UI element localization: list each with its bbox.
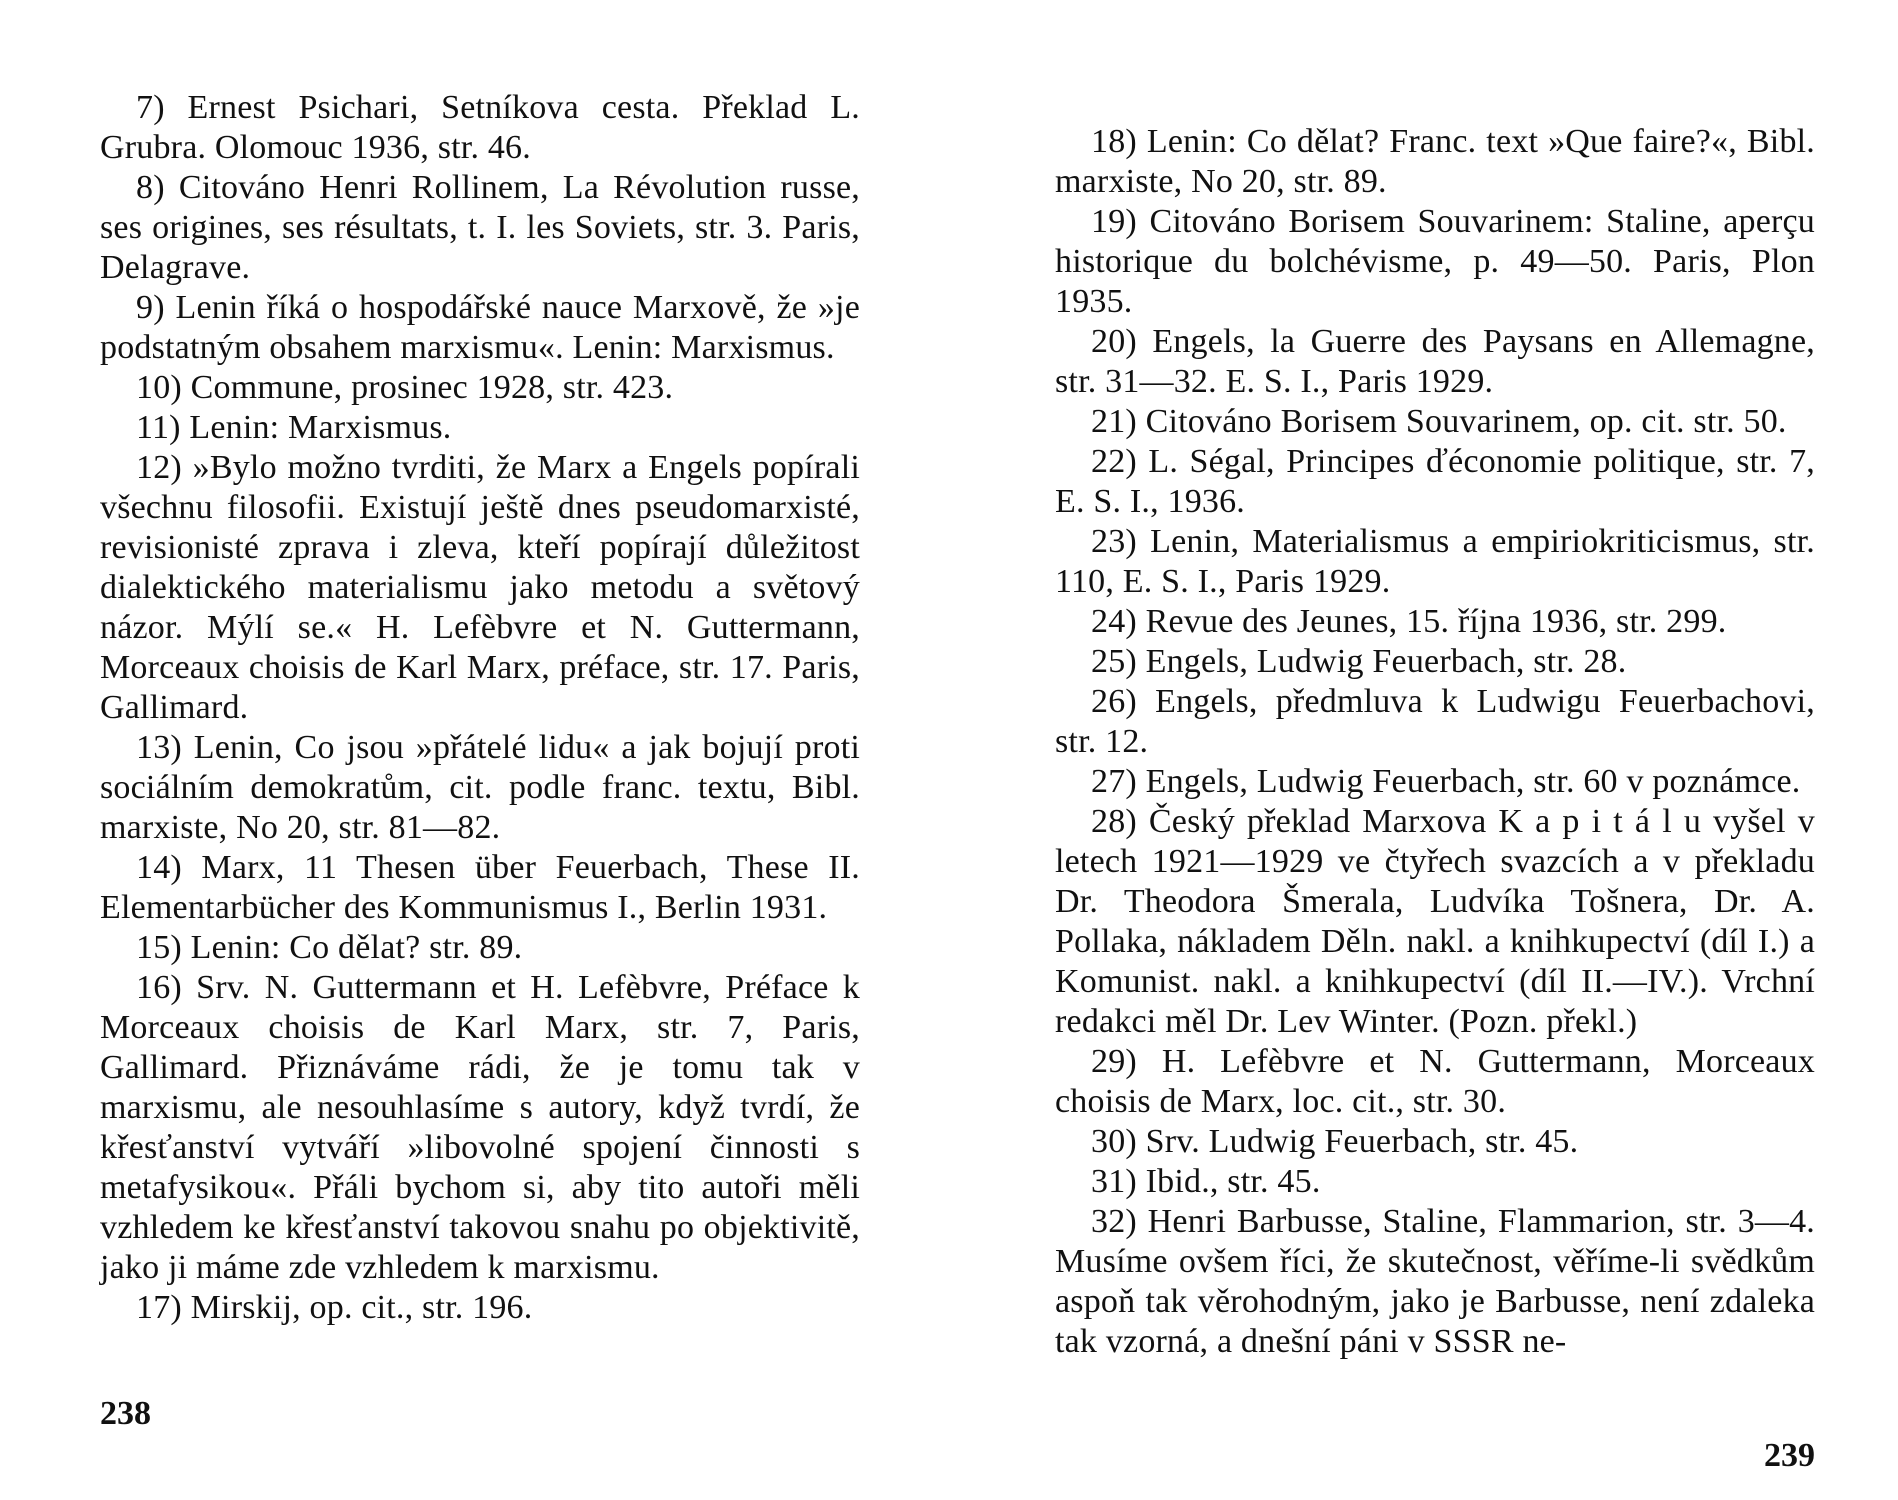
footnote-20: 20) Engels, la Guerre des Paysans en Allemagne, str. 31—32. E. S. I., Paris 1929.: [1055, 323, 1815, 400]
footnote-16: 16) Srv. N. Guttermann et H. Lefèbvre, Préface k Morceaux choisis de Karl Marx, str. 7, Paris, Gallimard. Přiznáváme rádi, že je tomu tak v marxismu, ale nesouhlasíme s autory, když tvrdí, že křesťanství vytváří »libovolné spojení činnosti s metafysikou«. Přáli bychom si, aby tito autoři měli vzhledem ke křesťanství takovou snahu po objektivitě, jako ji máme zde vzhledem k marxismu.: [100, 969, 860, 1286]
footnote-21: 21) Citováno Borisem Souvarinem, op. cit. str. 50.: [1091, 403, 1787, 440]
footnote-9: 9) Lenin říká o hospodářské nauce Marxově, že »je podstatným obsahem marxismu«. Lenin: Marxismus.: [100, 289, 860, 366]
footnote-17: 17) Mirskij, op. cit., str. 196.: [136, 1289, 533, 1326]
footnote-27: 27) Engels, Ludwig Feuerbach, str. 60 v poznámce.: [1091, 763, 1801, 800]
footnote-22: 22) L. Ségal, Principes ďéconomie politique, str. 7, E. S. I., 1936.: [1055, 443, 1815, 520]
footnote-31: 31) Ibid., str. 45.: [1091, 1163, 1321, 1200]
footnote-19: 19) Citováno Borisem Souvarinem: Staline, aperçu historique du bolchévisme, p. 49—50. Paris, Plon 1935.: [1055, 203, 1815, 320]
left-page: [100, 0, 860, 1500]
footnote-32: 32) Henri Barbusse, Staline, Flammarion, str. 3—4. Musíme ovšem říci, že skutečnost, věříme-li svědkům aspoň tak věrohodným, jako je Barbusse, není zdaleka tak vzorná, a dnešní páni v SSSR ne-: [1055, 1203, 1815, 1360]
footnote-15: 15) Lenin: Co dělat? str. 89.: [136, 929, 523, 966]
footnote-8: 8) Citováno Henri Rollinem, La Révolution russe, ses origines, ses résultats, t. I. les Soviets, str. 3. Paris, Delagrave.: [100, 169, 860, 286]
footnote-24: 24) Revue des Jeunes, 15. října 1936, str. 299.: [1091, 603, 1727, 640]
footnote-13: 13) Lenin, Co jsou »přátelé lidu« a jak bojují proti sociálním demokratům, cit. podle franc. textu, Bibl. marxiste, No 20, str. 81—82.: [100, 729, 860, 846]
left-notes-list: [100, 88, 860, 1328]
footnote-30: 30) Srv. Ludwig Feuerbach, str. 45.: [1091, 1123, 1579, 1160]
right-notes-list: [1055, 122, 1815, 1362]
footnote-23: 23) Lenin, Materialismus a empiriokriticismus, str. 110, E. S. I., Paris 1929.: [1055, 523, 1815, 600]
footnote-7: 7) Ernest Psichari, Setníkova cesta. Překlad L. Grubra. Olomouc 1936, str. 46.: [100, 89, 860, 166]
footnote-10: 10) Commune, prosinec 1928, str. 423.: [136, 369, 674, 406]
footnote-18: 18) Lenin: Co dělat? Franc. text »Que faire?«, Bibl. marxiste, No 20, str. 89.: [1055, 123, 1815, 200]
footnote-29: 29) H. Lefèbvre et N. Guttermann, Morceaux choisis de Marx, loc. cit., str. 30.: [1055, 1043, 1815, 1120]
footnote-12: 12) »Bylo možno tvrditi, že Marx a Engels popírali všechnu filosofii. Existují ještě dnes pseudomarxisté, revisionisté zprava i zleva, kteří popírají důležitost dialektického materialismu jako metodu a světový názor. Mýlí se.« H. Lefèbvre et N. Guttermann, Morceaux choisis de Karl Marx, préface, str. 17. Paris, Gallimard.: [100, 449, 860, 726]
footnote-25: 25) Engels, Ludwig Feuerbach, str. 28.: [1091, 643, 1627, 680]
page-number-right: 239: [1764, 1437, 1815, 1474]
footnote-11: 11) Lenin: Marxismus.: [136, 409, 452, 446]
footnote-14: 14) Marx, 11 Thesen über Feuerbach, These II. Elementarbücher des Kommunismus I., Berlin 1931.: [100, 849, 860, 926]
footnote-26: 26) Engels, předmluva k Ludwigu Feuerbachovi, str. 12.: [1055, 683, 1815, 760]
footnote-28: 28) Český překlad Marxova K a p i t á l u vyšel v letech 1921—1929 ve čtyřech svazcích a v překladu Dr. Theodora Šmerala, Ludvíka Tošnera, Dr. A. Pollaka, nákladem Děln. nakl. a knihkupectví (díl I.) a Komunist. nakl. a knihkupectví (díl II.—IV.). Vrchní redakci měl Dr. Lev Winter. (Pozn. překl.): [1055, 803, 1815, 1040]
page-number-left: 238: [100, 1395, 151, 1432]
right-page: [1055, 0, 1815, 1500]
